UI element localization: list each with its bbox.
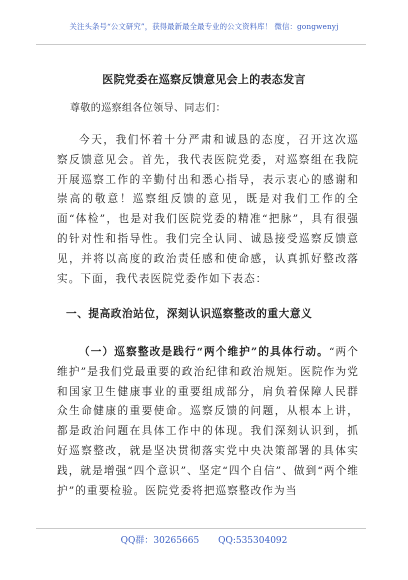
document-title: 医院党委在巡察反馈意见会上的表态发言: [102, 73, 306, 86]
footer-qq-group: QQ群：30265665: [120, 536, 200, 546]
header-notice: 关注头条号“公文研究”，获得最新最全最专业的公文资料库！ 微信：gongwenyj: [69, 22, 339, 31]
subsection-paragraph: [57, 343, 359, 501]
footer-qq: QQ:535304092: [218, 536, 288, 546]
section-heading: 一、提高政治站位，深刻认识巡察整改的重大意义: [66, 308, 313, 320]
subsection-lead: （一）巡察整改是践行“两个维护”的具体行动。: [79, 346, 329, 358]
footer-contacts: [0, 533, 408, 546]
subsection-body: “两个维护”是我们党最重要的政治纪律和政治规矩。医院作为党和国家卫生健康事业的重要组成部分，肩负着保障人民群众生命健康的重要使命。巡察反馈的问题，从根本上讲，都是政治问题在具体工作中的体现。我们深刻认识到，抓好巡察整改，就是坚决贯彻落实党中央决策部署的具体实践，就是增强“四个意识”、坚定“四个自信”、做到“两个维护”的重要检验。医院党委将把巡察整改作为当: [57, 346, 359, 497]
salutation: 尊敬的巡察组各位领导、同志们：: [70, 103, 226, 114]
intro-paragraph: 今天，我们怀着十分严肃和诚恳的态度，召开这次巡察反馈意见会。首先，我代表医院党委，对巡察组在我院开展巡察工作的辛勤付出和悉心指导，表示衷心的感谢和崇高的敬意！巡察组反馈的意见，既是对我们工作的全面“体检”，也是对我们医院党委的精准“把脉”，具有很强的针对性和指导性。我们完全认同、诚恳接受巡察反馈意见，并将以高度的政治责任感和使命感，认真抓好整改落实。下面，我代表医院党委作如下表态：: [57, 134, 359, 285]
header-divider: [36, 44, 366, 45]
footer-divider: [36, 528, 366, 529]
